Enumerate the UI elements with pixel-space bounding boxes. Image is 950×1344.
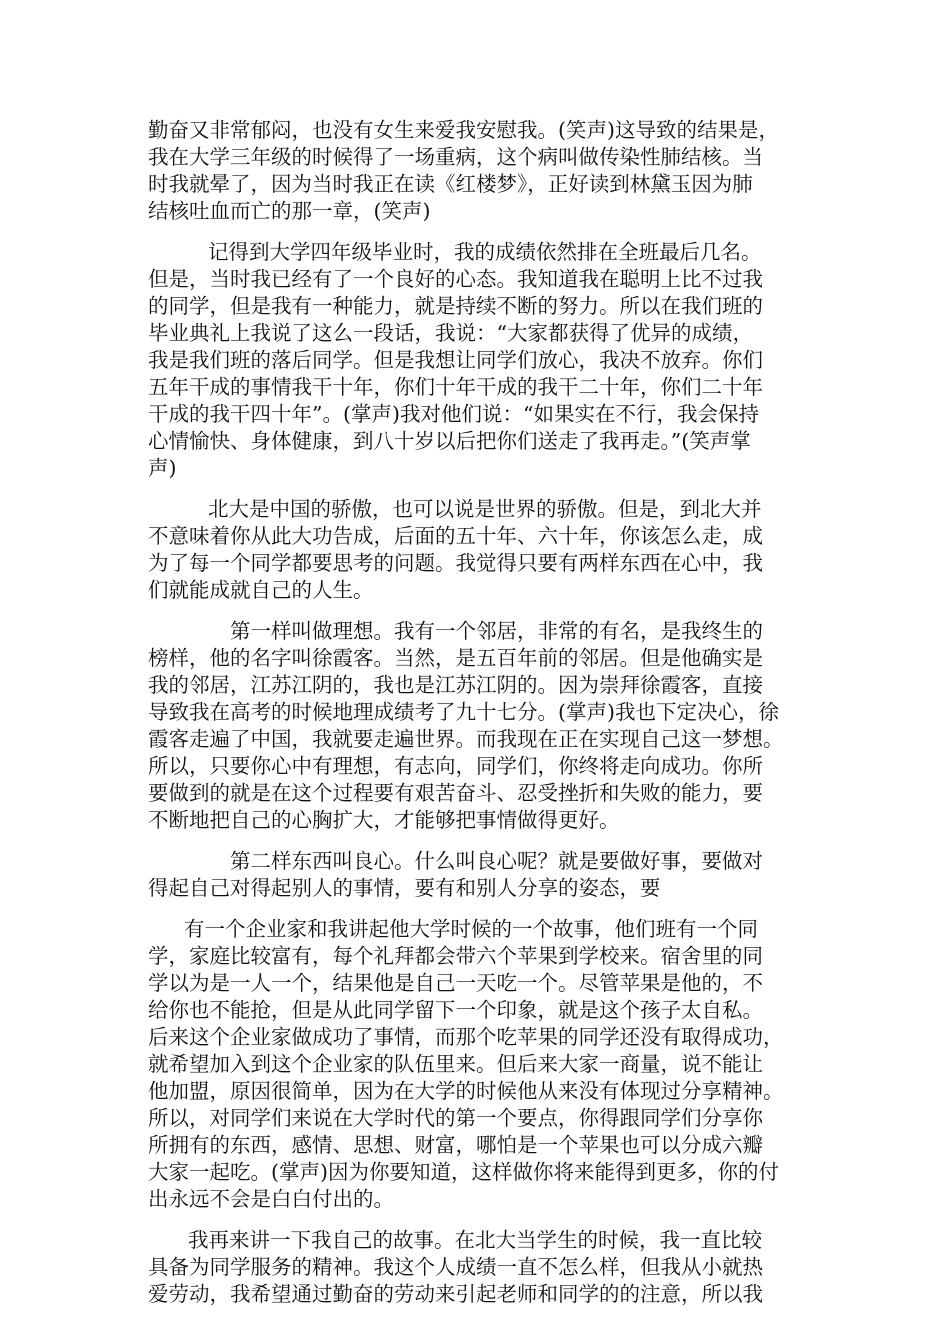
text-line: 我再来讲一下我自己的故事。在北大当学生的时候，我一直比较: [188, 1228, 762, 1252]
text-line: 第二样东西叫良心。什么叫良心呢？就是要做好事，要做对: [230, 849, 763, 873]
text-line: 学以为是一人一个，结果他是自己一天吃一个。尽管苹果是他的，不: [148, 971, 763, 995]
text-line: 所以，对同学们来说在大学时代的第一个要点，你得跟同学们分享你: [148, 1106, 763, 1130]
text-line: 给你也不能抢，但是从此同学留下一个印象，就是这个孩子太自私。: [148, 998, 763, 1022]
text-line: 北大是中国的骄傲，也可以说是世界的骄傲。但是，到北大并: [208, 497, 762, 521]
text-line: 声): [148, 456, 177, 480]
text-line: 我的邻居，江苏江阴的，我也是江苏江阴的。因为崇拜徐霞客，直接: [148, 673, 763, 697]
paragraph-gap: [148, 902, 808, 916]
paragraph-3: [148, 496, 808, 604]
paragraph-gap: [148, 482, 808, 496]
paragraph-gap: [148, 834, 808, 848]
paragraph-gap: [148, 604, 808, 618]
text-line: 第一样叫做理想。我有一个邻居，非常的有名，是我终生的: [230, 619, 763, 643]
text-line: 所拥有的东西，感情、思想、财富，哪怕是一个苹果也可以分成六瓣: [148, 1133, 763, 1157]
text-line: 得起自己对得起别人的事情，要有和别人分享的姿态，要: [148, 876, 661, 900]
text-line: 毕业典礼上我说了这么一段话，我说：“大家都获得了优异的成绩，: [148, 321, 753, 345]
text-line: 不意味着你从此大功告成，后面的五十年、六十年，你该怎么走，成: [148, 524, 763, 548]
text-line: 要做到的就是在这个过程要有艰苦奋斗、忍受挫折和失败的能力，要: [148, 781, 763, 805]
paragraph-gap: [148, 1213, 808, 1227]
paragraph-6: [148, 916, 808, 1213]
document-body: [148, 117, 808, 1308]
text-line: 导致我在高考的时候地理成绩考了九十七分。(掌声)我也下定决心，徐: [148, 700, 779, 724]
text-line: 结核吐血而亡的那一章，(笑声): [148, 199, 431, 223]
text-line: 我是我们班的落后同学。但是我想让同学们放心，我决不放弃。你们: [148, 348, 763, 372]
paragraph-2: [148, 239, 808, 482]
text-line: 为了每一个同学都要思考的问题。我觉得只要有两样东西在心中，我: [148, 551, 763, 575]
text-line: 爱劳动，我希望通过勤奋的劳动来引起老师和同学的的注意，所以我: [148, 1282, 763, 1306]
text-line: 我在大学三年级的时候得了一场重病，这个病叫做传染性肺结核。当: [148, 145, 763, 169]
text-line: 大家一起吃。(掌声)因为你要知道，这样做你将来能得到更多，你的付: [148, 1160, 779, 1184]
text-line: 时我就晕了，因为当时我正在读《红楼梦》，正好读到林黛玉因为肺: [148, 172, 753, 196]
text-line: 所以，只要你心中有理想，有志向，同学们，你终将走向成功。你所: [148, 754, 763, 778]
text-line: 他加盟，原因很简单，因为在大学的时候他从来没有体现过分享精神。: [148, 1079, 784, 1103]
text-line: 五年干成的事情我干十年，你们十年干成的我干二十年，你们二十年: [148, 375, 763, 399]
text-line: 勤奋又非常郁闷，也没有女生来爱我安慰我。(笑声)这导致的结果是，: [148, 118, 779, 142]
text-line: 榜样，他的名字叫徐霞客。当然，是五百年前的邻居。但是他确实是: [148, 646, 763, 670]
paragraph-5: [148, 848, 808, 902]
text-line: 的同学，但是我有一种能力，就是持续不断的努力。所以在我们班的: [148, 294, 763, 318]
paragraph-7: [148, 1227, 808, 1308]
paragraph-gap: [148, 225, 808, 239]
text-line: 学，家庭比较富有，每个礼拜都会带六个苹果到学校来。宿舍里的同: [148, 944, 763, 968]
text-line: 不断地把自己的心胸扩大，才能够把事情做得更好。: [148, 808, 620, 832]
text-line: 具备为同学服务的精神。我这个人成绩一直不怎么样，但我从小就热: [148, 1255, 763, 1279]
text-line: 心情愉快、身体健康，到八十岁以后把你们送走了我再走。”(笑声掌: [148, 429, 751, 453]
text-line: 干成的我干四十年”。(掌声)我对他们说：“如果实在不行，我会保持: [148, 402, 759, 426]
text-line: 后来这个企业家做成功了事情，而那个吃苹果的同学还没有取得成功，: [148, 1025, 784, 1049]
text-line: 但是，当时我已经有了一个良好的心态。我知道我在聪明上比不过我: [148, 267, 763, 291]
paragraph-1: [148, 117, 808, 225]
paragraph-4: [148, 618, 808, 834]
text-line: 出永远不会是白白付出的。: [148, 1187, 394, 1211]
text-line: 记得到大学四年级毕业时，我的成绩依然排在全班最后几名。: [208, 240, 762, 264]
text-line: 就希望加入到这个企业家的队伍里来。但后来大家一商量，说不能让: [148, 1052, 763, 1076]
text-line: 霞客走遍了中国，我就要走遍世界。而我现在正在实现自己这一梦想。: [148, 727, 784, 751]
text-line: 们就能成就自己的人生。: [148, 578, 374, 602]
text-line: 有一个企业家和我讲起他大学时候的一个故事，他们班有一个同: [184, 917, 758, 941]
